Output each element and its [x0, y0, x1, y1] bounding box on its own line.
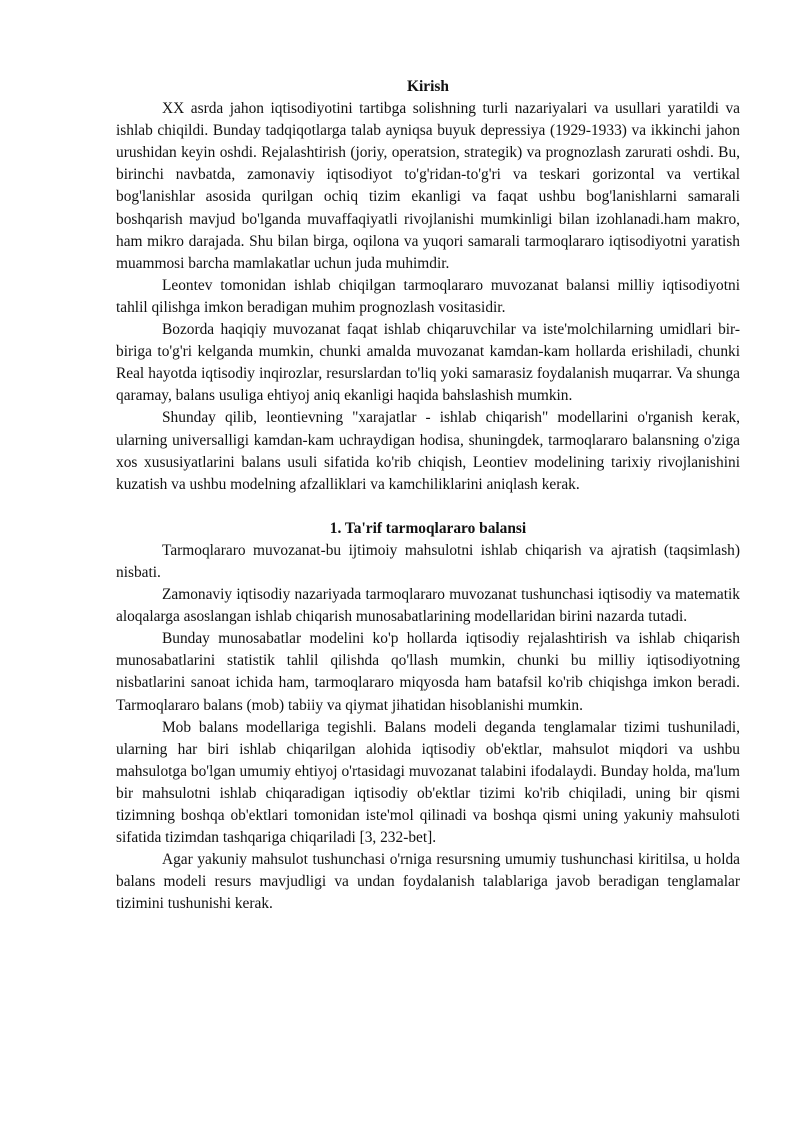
intro-paragraph-3: Bozorda haqiqiy muvozanat faqat ishlab chiqaruvchilar va iste'molchilarning umidlari bir-biriga to'g'ri kelganda mumkin, chunki amalda muvozanat kamdan-kam hollarda erishiladi, chunki Real hayotda iqtisodiy inqirozlar, resurslardan to'liq yoki samarasiz foydalanish muqarrar. Va shunga qaramay, balans usuliga ehtiyoj aniq ekanligi haqida bahslashish mumkin.	[116, 321, 740, 405]
section-paragraph-1: Tarmoqlararo muvozanat-bu ijtimoiy mahsulotni ishlab chiqarish va ajratish (taqsimlash) nisbati.	[116, 541, 740, 581]
section-paragraph-5: Agar yakuniy mahsulot tushunchasi o'rniga resursning umumiy tushunchasi kiritilsa, u holda balans modeli resurs mavjudligi va undan foydalanish talablariga javob beradigan tenglamalar tizimini tushunishi kerak.	[116, 851, 740, 913]
section-paragraph-2: Zamonaviy iqtisodiy nazariyada tarmoqlararo muvozanat tushunchasi iqtisodiy va matematik aloqalarga asoslangan ishlab chiqarish munosabatlarining modellaridan birini nazarda tutadi.	[116, 586, 740, 626]
document-page	[116, 76, 740, 915]
section-paragraph-3: Bunday munosabatlar modelini ko'p hollarda iqtisodiy rejalashtirish va ishlab chiqarish munosabatlarini statistik tahlil qilishda qo'llash mumkin, chunki bu milliy iqtisodiyotning nisbatlarini sanoat ichida ham, tarmoqlararo miqyosda ham batafsil ko'rib chiqishga imkon beradi. Tarmoqlararo balans (mob) tabiiy va qiymat jihatidan hisoblanishi mumkin.	[116, 630, 740, 714]
document-title: Kirish	[407, 78, 449, 95]
intro-paragraph-1: XX asrda jahon iqtisodiyotini tartibga solishning turli nazariyalari va usullari yaratildi va ishlab chiqildi. Bunday tadqiqotlarga talab ayniqsa buyuk depressiya (1929-1933) va ikkinchi jahon urushidan keyin oshdi. Rejalashtirish (joriy, operatsion, strategik) va prognozlash zarurati oshdi. Bu, birinchi navbatda, zamonaviy iqtisodiyot to'g'ridan-to'g'ri va teskari gorizontal va vertikal bog'lanishlar asosida qurilgan ochiq tizim ekanligi va faqat ushbu bog'lanishlarni samarali boshqarish mavjud bo'lganda muvaffaqiyatli rivojlanishi mumkinligi bilan izohlanadi.ham makro, ham mikro darajada. Shu bilan birga, oqilona va yuqori samarali tarmoqlararo iqtisodiyotni yaratish muammosi barcha mamlakatlar uchun juda muhimdir.	[116, 100, 740, 272]
intro-paragraph-2: Leontev tomonidan ishlab chiqilgan tarmoqlararo muvozanat balansi milliy iqtisodiyotni tahlil qilishga imkon beradigan muhim prognozlash vositasidir.	[116, 276, 740, 316]
section-title: 1. Ta'rif tarmoqlararo balansi	[329, 519, 527, 537]
section-paragraph-4: Mob balans modellariga tegishli. Balans modeli deganda tenglamalar tizimi tushuniladi, ularning har biri ishlab chiqarilgan alohida iqtisodiy ob'ektlar, mahsulot miqdori va ushbu mahsulotga bo'lgan umumiy ehtiyoj o'rtasidagi muvozanat talabini ifodalaydi. Bunday holda, ma'lum bir mahsulotni ishlab chiqaradigan iqtisodiy ob'ektlar tizimi ko'rib chiqiladi, uning bir qismi tizimning boshqa ob'ektlari tomonidan iste'mol qilinadi va boshqa qismi uning yakuniy mahsuloti sifatida tizimdan tashqariga chiqariladi [3, 232-bet].	[116, 718, 740, 847]
intro-paragraph-4: Shunday qilib, leontievning "xarajatlar - ishlab chiqarish" modellarini o'rganish kerak, ularning universalligi kamdan-kam uchraydigan hodisa, shuningdek, tarmoqlararo balansning o'ziga xos xususiyatlarini balans usuli sifatida ko'rib chiqish, Leontiev modelining tarixiy rivojlanishini kuzatish va ushbu modelning afzalliklari va kamchiliklarini aniqlash kerak.	[116, 409, 740, 493]
